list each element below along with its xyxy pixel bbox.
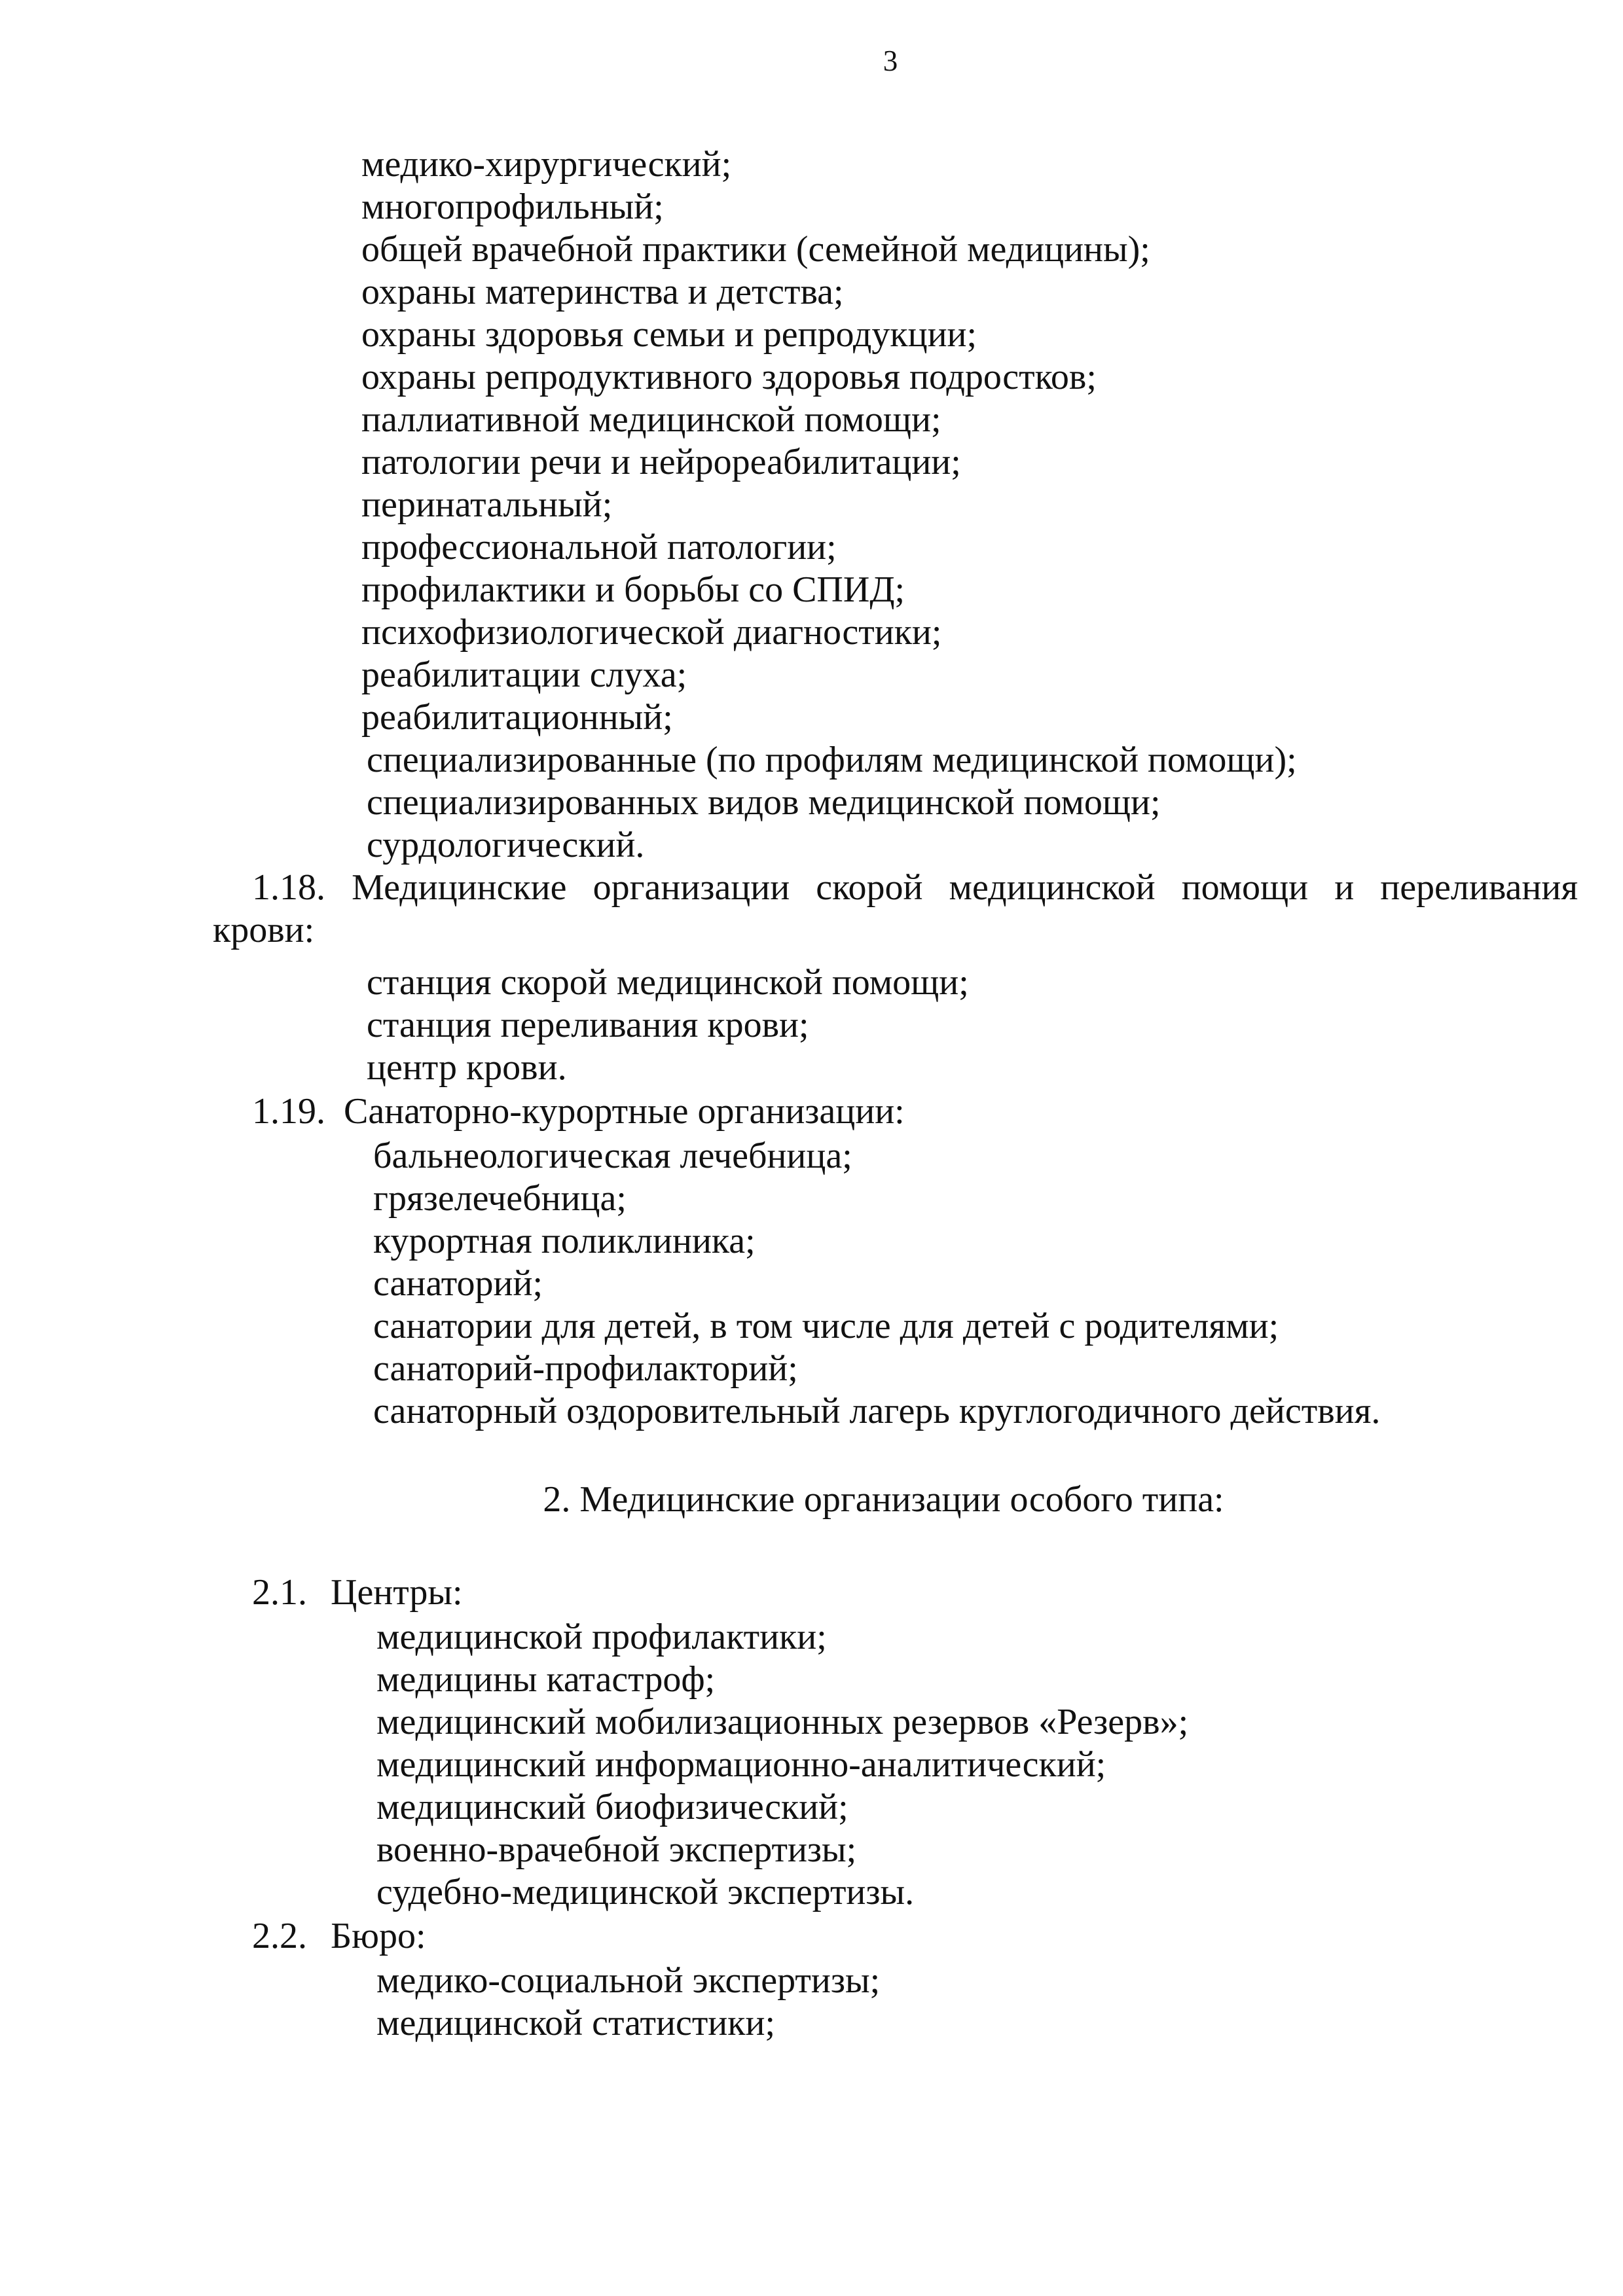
paragraph-1-18-first-line [252, 866, 1578, 909]
paragraph-number: 2.1. [252, 1572, 307, 1613]
list-item: реабилитационный; [361, 697, 673, 738]
list-item: реабилитации слуха; [361, 655, 687, 695]
list-item: специализированных видов медицинской помощи; [367, 782, 1161, 823]
list-item: общей врачебной практики (семейной медицины); [361, 229, 1150, 270]
list-item: охраны репродуктивного здоровья подростков; [361, 357, 1097, 397]
list-item: грязелечебница; [373, 1178, 627, 1219]
list-item: курортная поликлиника; [373, 1221, 756, 1261]
word: медицинской [949, 867, 1156, 908]
list-item: станция переливания крови; [367, 1005, 809, 1045]
list-item: центр крови. [367, 1047, 567, 1088]
list-item: профессиональной патологии; [361, 527, 837, 567]
list-item: санатории для детей, в том числе для детей с родителями; [373, 1306, 1279, 1346]
list-item: санаторий-профилакторий; [373, 1348, 798, 1389]
section-heading: 2. Медицинские организации особого типа: [543, 1479, 1224, 1520]
list-item: станция скорой медицинской помощи; [367, 962, 969, 1003]
paragraph-number: 2.2. [252, 1916, 307, 1956]
list-item: военно-врачебной экспертизы; [376, 1829, 857, 1870]
word: помощи [1181, 867, 1309, 908]
list-item: санаторий; [373, 1263, 543, 1304]
list-item: бальнеологическая лечебница; [373, 1136, 852, 1176]
list-item: специализированные (по профилям медицинской помощи); [367, 740, 1297, 780]
list-item: медицинский мобилизационных резервов «Резерв»; [376, 1702, 1189, 1742]
list-item: медицинский информационно-аналитический; [376, 1744, 1106, 1785]
list-item: перинатальный; [361, 484, 613, 525]
list-item: санаторный оздоровительный лагерь круглогодичного действия. [373, 1391, 1381, 1431]
list-item: медико-социальной экспертизы; [376, 1960, 881, 2001]
word: и [1334, 867, 1355, 908]
word: переливания [1380, 867, 1578, 908]
list-item: медицины катастроф; [376, 1659, 716, 1700]
word: скорой [816, 867, 923, 908]
paragraph-number: 1.19. [252, 1091, 325, 1132]
paragraph-title: Бюро: [331, 1916, 426, 1956]
list-item: охраны здоровья семьи и репродукции; [361, 314, 977, 355]
page-number: 3 [883, 45, 898, 77]
paragraph-title: Центры: [331, 1572, 463, 1613]
list-item: многопрофильный; [361, 187, 664, 227]
list-item: паллиативной медицинской помощи; [361, 399, 941, 440]
list-item: патологии речи и нейрореабилитации; [361, 442, 961, 482]
list-item: судебно-медицинской экспертизы. [376, 1872, 915, 1912]
list-item: медицинский биофизический; [376, 1787, 848, 1827]
list-item: медико-хирургический; [361, 144, 732, 185]
word: организации [593, 867, 790, 908]
list-item: охраны материнства и детства; [361, 272, 844, 312]
list-item: медицинской профилактики; [376, 1617, 827, 1657]
word: Медицинские [352, 867, 567, 908]
paragraph-title: Санаторно-курортные организации: [344, 1091, 905, 1132]
list-item: сурдологический. [367, 825, 645, 865]
paragraph-number: 1.18. [252, 867, 325, 908]
list-item: медицинской статистики; [376, 2003, 775, 2043]
list-item: психофизиологической диагностики; [361, 612, 942, 653]
paragraph-1-18-second-line: крови: [213, 910, 315, 950]
list-item: профилактики и борьбы со СПИД; [361, 569, 905, 610]
